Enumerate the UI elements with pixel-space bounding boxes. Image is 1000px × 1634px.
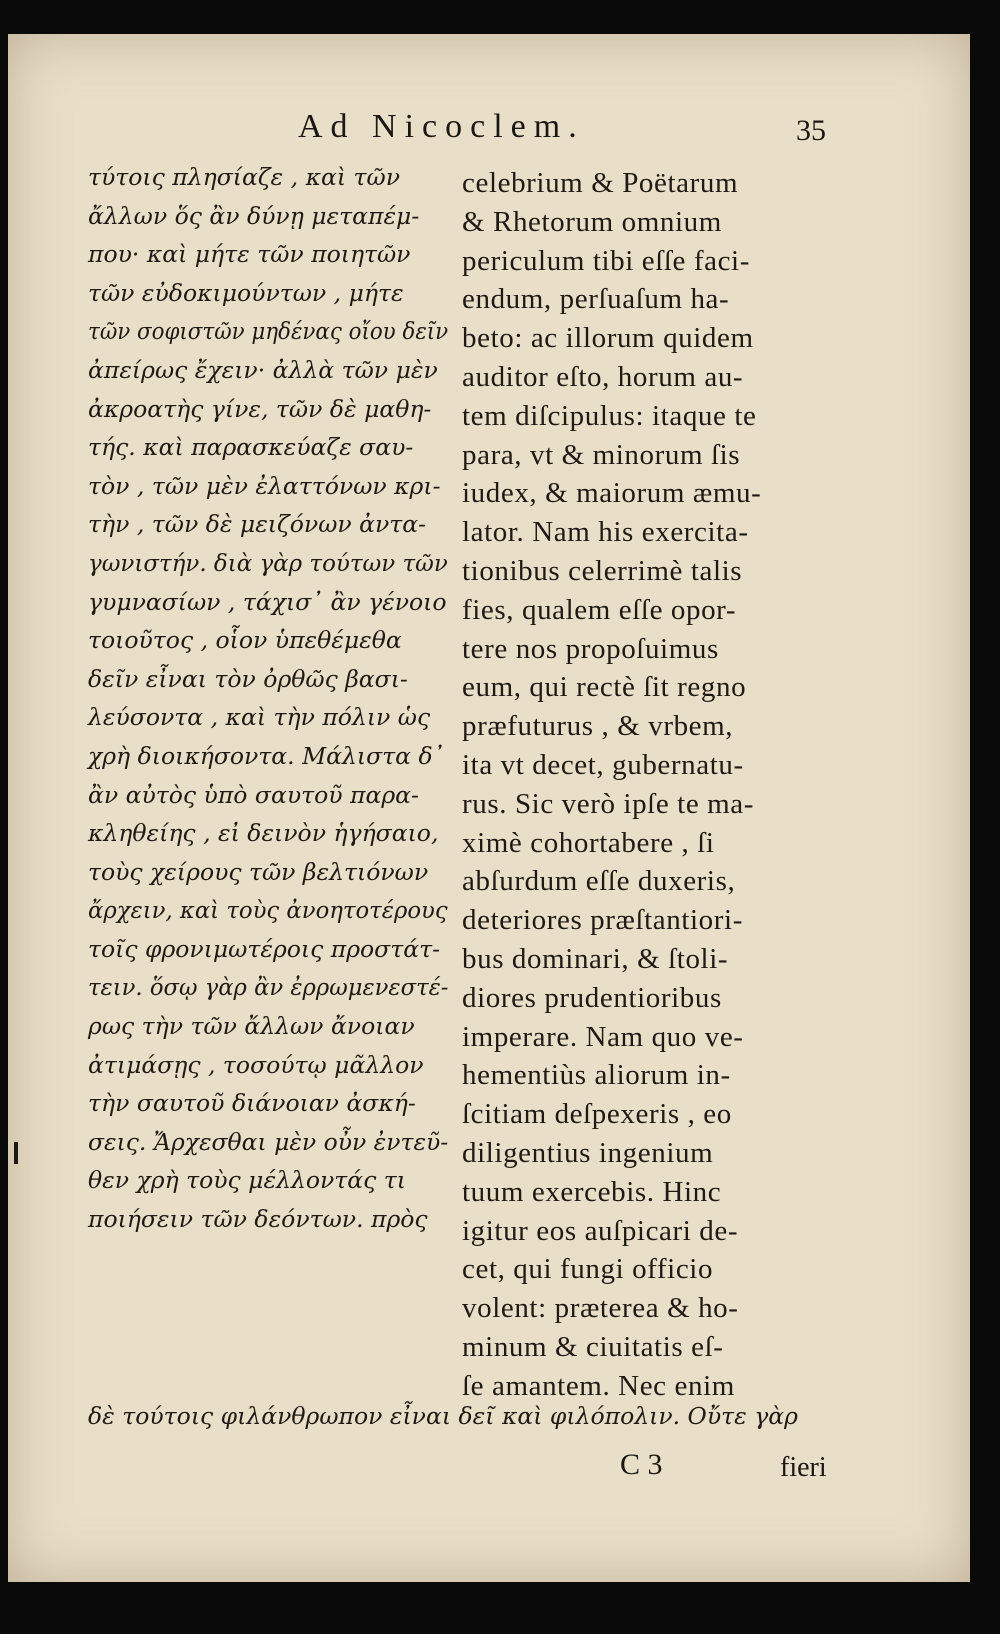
signature-mark: C 3 <box>620 1448 663 1481</box>
latin-text-column <box>462 164 844 1406</box>
latin-line: ximè cohortabere , ſi <box>462 826 715 859</box>
greek-line: ἄρχειν, καὶ τοὺς ἀνοητοτέρους <box>88 896 448 925</box>
greek-line: τῶν εὐδοκιμούντων , μήτε <box>88 278 404 307</box>
running-head: Ad Nicoclem. <box>298 108 585 145</box>
latin-line: minum & ciuitatis eſ- <box>462 1330 724 1363</box>
latin-line: ita vt decet, gubernatu- <box>462 748 744 781</box>
latin-line: fies, qualem eſſe opor- <box>462 593 737 626</box>
latin-line: igitur eos auſpicari de- <box>462 1214 739 1247</box>
greek-line: τής. καὶ παρασκεύαζε σαυ- <box>88 433 414 462</box>
latin-line: tuum exercebis. Hinc <box>462 1175 722 1208</box>
greek-line: τὴν , τῶν δὲ μειζόνων ἀντα- <box>88 510 427 539</box>
latin-line: præfuturus , & vrbem, <box>462 710 734 743</box>
latin-line: periculum tibi eſſe faci- <box>462 244 750 277</box>
latin-line: cet, qui fungi officio <box>462 1253 714 1286</box>
latin-line: rus. Sic verò ipſe te ma- <box>462 787 755 820</box>
greek-line: κληθείης , εἰ δεινὸν ἡγήσαιο, <box>88 819 439 848</box>
greek-line: τοιοῦτος , οἷον ὑπεθέμεθα <box>88 626 402 655</box>
scan-border <box>0 1582 1000 1634</box>
latin-line: para, vt & minorum ſis <box>462 438 741 471</box>
greek-line: χρὴ διοικήσοντα. Μάλιστα δ᾽ <box>88 741 445 770</box>
latin-line: celebrium & Poëtarum <box>462 167 739 199</box>
greek-line: τειν. ὅσῳ γὰρ ἂν ἐρρωμενεστέ- <box>88 973 449 1002</box>
latin-line: & Rhetorum omnium <box>462 205 722 238</box>
greek-line: τύτοις πλησίαζε , καὶ τῶν <box>88 163 400 191</box>
greek-line: ἀκροατὴς γίνε, τῶν δὲ μαθη- <box>88 394 432 423</box>
greek-line: γωνιστήν. διὰ γὰρ τούτων τῶν <box>88 548 448 577</box>
greek-line: θεν χρὴ τοὺς μέλλοντάς τι <box>88 1166 407 1195</box>
greek-line: ἄλλων ὅς ἂν δύνῃ μεταπέμ- <box>88 201 420 230</box>
greek-line: ἀπείρως ἔχειν· ἀλλὰ τῶν μὲν <box>88 355 438 384</box>
greek-line: ποιήσειν τῶν δεόντων. πρὸς <box>88 1205 428 1234</box>
latin-line: tem diſcipulus: itaque te <box>462 399 757 432</box>
latin-line: auditor eſto, horum au- <box>462 360 744 393</box>
greek-line: ἀτιμάσῃς , τοσούτῳ μᾶλλον <box>88 1050 424 1079</box>
greek-bottom-line: δὲ τούτοις φιλάνθρωπον εἶναι δεῖ καὶ φιλόπολιν. Οὔτε γὰρ <box>88 1402 798 1430</box>
catchword: fieri <box>780 1452 827 1483</box>
greek-line: που· καὶ μήτε τῶν ποιητῶν <box>88 240 411 269</box>
latin-line: ſe amantem. Nec enim <box>462 1369 735 1402</box>
latin-line: bus dominari, & ſtoli- <box>462 942 729 975</box>
greek-line: τοῖς φρονιμωτέροις προστάτ- <box>88 934 441 963</box>
latin-line: tere nos propoſuimus <box>462 632 719 665</box>
latin-line: iudex, & maiorum æmu- <box>462 477 762 510</box>
greek-line: τῶν σοφιστῶν μηδένας οἴου δεῖν <box>88 317 449 346</box>
latin-line: diligentius ingenium <box>462 1136 714 1169</box>
greek-line: τὸν , τῶν μὲν ἐλαττόνων κρι- <box>88 471 441 500</box>
greek-line: σεις. Ἄρχεσθαι μὲν οὖν ἐντεῦ- <box>88 1127 449 1156</box>
greek-line: τοὺς χείρους τῶν βελτιόνων <box>88 857 429 886</box>
latin-line: imperare. Nam quo ve- <box>462 1020 744 1053</box>
greek-line: τὴν σαυτοῦ διάνοιαν ἀσκή- <box>88 1089 416 1118</box>
greek-line: ἂν αὐτὸς ὑπὸ σαυτοῦ παρα- <box>88 780 419 809</box>
latin-line: beto: ac illorum quidem <box>462 322 754 355</box>
page-number: 35 <box>796 114 826 147</box>
greek-line: γυμνασίων , τάχισ᾽ ἂν γένοιο <box>88 587 447 616</box>
greek-text-column <box>88 158 448 1239</box>
latin-line: volent: præterea & ho- <box>462 1292 739 1325</box>
greek-line: ρως τὴν τῶν ἄλλων ἄνοιαν <box>88 1012 415 1041</box>
latin-line: lator. Nam his exercita- <box>462 516 749 549</box>
latin-line: endum, perſuaſum ha- <box>462 283 730 316</box>
latin-line: tionibus celerrimè talis <box>462 554 743 587</box>
greek-line: δεῖν εἶναι τὸν ὀρθῶς βασι- <box>88 664 408 693</box>
latin-line: eum, qui rectè ſit regno <box>462 671 747 704</box>
latin-line: abſurdum eſſe duxeris, <box>462 865 736 898</box>
latin-line: ſcitiam deſpexeris , eo <box>462 1098 732 1131</box>
latin-line: hementiùs aliorum in- <box>462 1059 731 1092</box>
margin-mark <box>14 1142 18 1164</box>
latin-line: diores prudentioribus <box>462 981 722 1014</box>
latin-line: deteriores præſtantiori- <box>462 904 743 937</box>
greek-line: λεύσοντα , καὶ τὴν πόλιν ὡς <box>88 703 431 732</box>
